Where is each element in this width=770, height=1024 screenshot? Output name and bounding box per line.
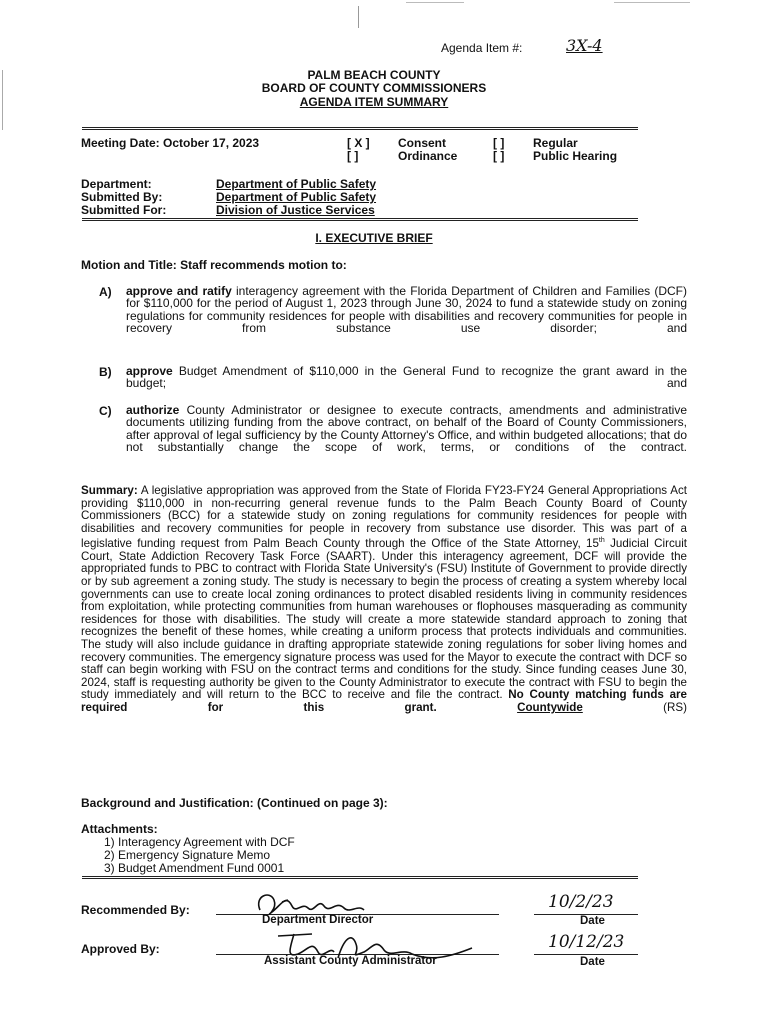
motion-item-text: County Administrator or designee to execute contracts, amendments and administrative documents utilizing funding from the above contract, on behalf of the Board of County Commissioners, after approval of legal sufficiency by the County Attorney's Office, and within budgeted allocations; that do not substantially change the scope of work, terms, or conditions of the contract. xyxy=(126,403,687,455)
divider xyxy=(82,127,638,130)
agenda-item-label: Agenda Item #: xyxy=(441,41,523,55)
motion-item-text: interagency agreement with the Florida Department of Children and Families (DCF) for $110,000 for the period of August 1, 2023 through June 30, 2024 to fund a statewide study on zoning regulations for community residences for people with disabilities and recovery communities for people in recovery from substance use disorder; and xyxy=(126,284,687,336)
board-name: BOARD OF COUNTY COMMISSIONERS xyxy=(261,81,487,95)
scan-mark xyxy=(358,6,359,28)
ordinance-checkbox: [ ] xyxy=(347,149,359,163)
county-name: PALM BEACH COUNTY xyxy=(307,68,441,82)
submitted-by-value: Department of Public Safety xyxy=(216,190,377,204)
department-value: Department of Public Safety xyxy=(216,177,377,191)
divider xyxy=(82,218,638,221)
hearing-checkbox: [ ] xyxy=(493,149,505,163)
summary-title: AGENDA ITEM SUMMARY xyxy=(299,95,449,109)
executive-brief-heading: I. EXECUTIVE BRIEF xyxy=(315,231,433,245)
summary-text: Judicial Circuit Court, State Addiction Recovery Task Force (SAART). Under this interagency agreement, DCF will provide the appropriated funds to PBC to contract with Florida State University's (FSU) Institute of Government to provide directly or by sub agreement a zoning study. The study is necessary to begin the process of creating a system whereby local governments can use to create local zoning ordinances to protect disabled residents living in community residences from exploitation, while protecting communities from human warehouses or flophouses masquerading as community residences for those with disabilities. The study will create a more statewide standard approach to zoning that recognizes the benefit of these homes, while creating a uniform process that protects individuals and communities. The study will also include guidance in drafting appropriate statewide zoning regulations for sober living homes and recovery communities. The emergency signature process was used for the Mayor to execute the contract with DCF so staff can begin working with FSU on the contract terms and conditions for the study. Since funding ceases June 30, 2024, staff is requesting authority be given to the County Administrator to execute the contract with FSU to begin the study immediately and will return to the BCC to receive and file the contract. xyxy=(81,537,687,702)
summary-label: Summary: xyxy=(81,484,138,497)
recommended-date: 10/2/23 xyxy=(548,892,614,912)
consent-checkbox: [ X ] xyxy=(347,136,370,150)
motion-item-lead: approve xyxy=(126,364,173,378)
countywide-label: Countywide xyxy=(517,700,583,714)
approved-date: 10/12/23 xyxy=(548,932,625,952)
summary-paragraph xyxy=(81,485,687,727)
attachment-item: 2) Emergency Signature Memo xyxy=(104,848,271,862)
ordinance-label: Ordinance xyxy=(398,149,458,163)
recommended-date-label: Date xyxy=(580,915,605,927)
attachment-item: 3) Budget Amendment Fund 0001 xyxy=(104,861,285,875)
approved-by-label: Approved By: xyxy=(81,942,160,956)
attachment-item: 1) Interagency Agreement with DCF xyxy=(104,835,295,849)
hearing-label: Public Hearing xyxy=(533,149,618,163)
scan-mark xyxy=(614,2,690,3)
approved-date-line xyxy=(534,954,638,955)
background-heading: Background and Justification: (Continued on page 3): xyxy=(81,796,388,810)
motion-item-lead: authorize xyxy=(126,403,180,417)
motion-item-a xyxy=(126,285,687,347)
consent-label: Consent xyxy=(398,136,446,150)
motion-item-text: Budget Amendment of $110,000 in the General Fund to recognize the grant award in the budget; and xyxy=(126,364,687,391)
attachments-title: Attachments: xyxy=(81,822,158,836)
motion-item-letter: A) xyxy=(99,285,112,299)
submitted-by-label: Submitted By: xyxy=(81,190,163,204)
submitted-for-value: Division of Justice Services xyxy=(216,203,375,217)
regular-checkbox: [ ] xyxy=(493,136,505,150)
recommended-by-label: Recommended By: xyxy=(81,903,190,917)
motion-item-b xyxy=(126,365,687,402)
agenda-item-number: 3X-4 xyxy=(566,36,603,55)
summary-text: A legislative appropriation was approved from the State of Florida FY23-FY24 General Appropriations Act providing $110,000 in non-recurring general revenue funds to the Palm Beach County Board of County Commissioners (BCC) for a statewide study on zoning regulations for community residences for people with disabilities and recovery communities for people in recovery from substance use disorder. This was part of a legislative funding request from Palm Beach County through the Office of the State Attorney, 15 xyxy=(81,484,687,551)
assistant-administrator-label: Assistant County Administrator xyxy=(264,955,437,967)
summary-no-match: No County matching funds are required for this grant. xyxy=(81,688,687,714)
department-label: Department: xyxy=(81,177,152,191)
motion-item-letter: C) xyxy=(99,404,112,418)
divider xyxy=(82,876,638,879)
submitted-for-label: Submitted For: xyxy=(81,203,167,217)
motion-title: Motion and Title: Staff recommends motion to: xyxy=(81,258,347,272)
countywide-initials: (RS) xyxy=(582,700,687,714)
scan-mark xyxy=(406,2,464,3)
meeting-date: Meeting Date: October 17, 2023 xyxy=(81,136,260,150)
motion-item-c xyxy=(126,404,687,466)
approved-date-label: Date xyxy=(580,956,605,968)
motion-item-letter: B) xyxy=(99,365,112,379)
motion-item-lead: approve and ratify xyxy=(126,284,232,298)
department-director-label: Department Director xyxy=(262,914,374,926)
regular-label: Regular xyxy=(533,136,578,150)
summary-sup: th xyxy=(598,537,605,545)
